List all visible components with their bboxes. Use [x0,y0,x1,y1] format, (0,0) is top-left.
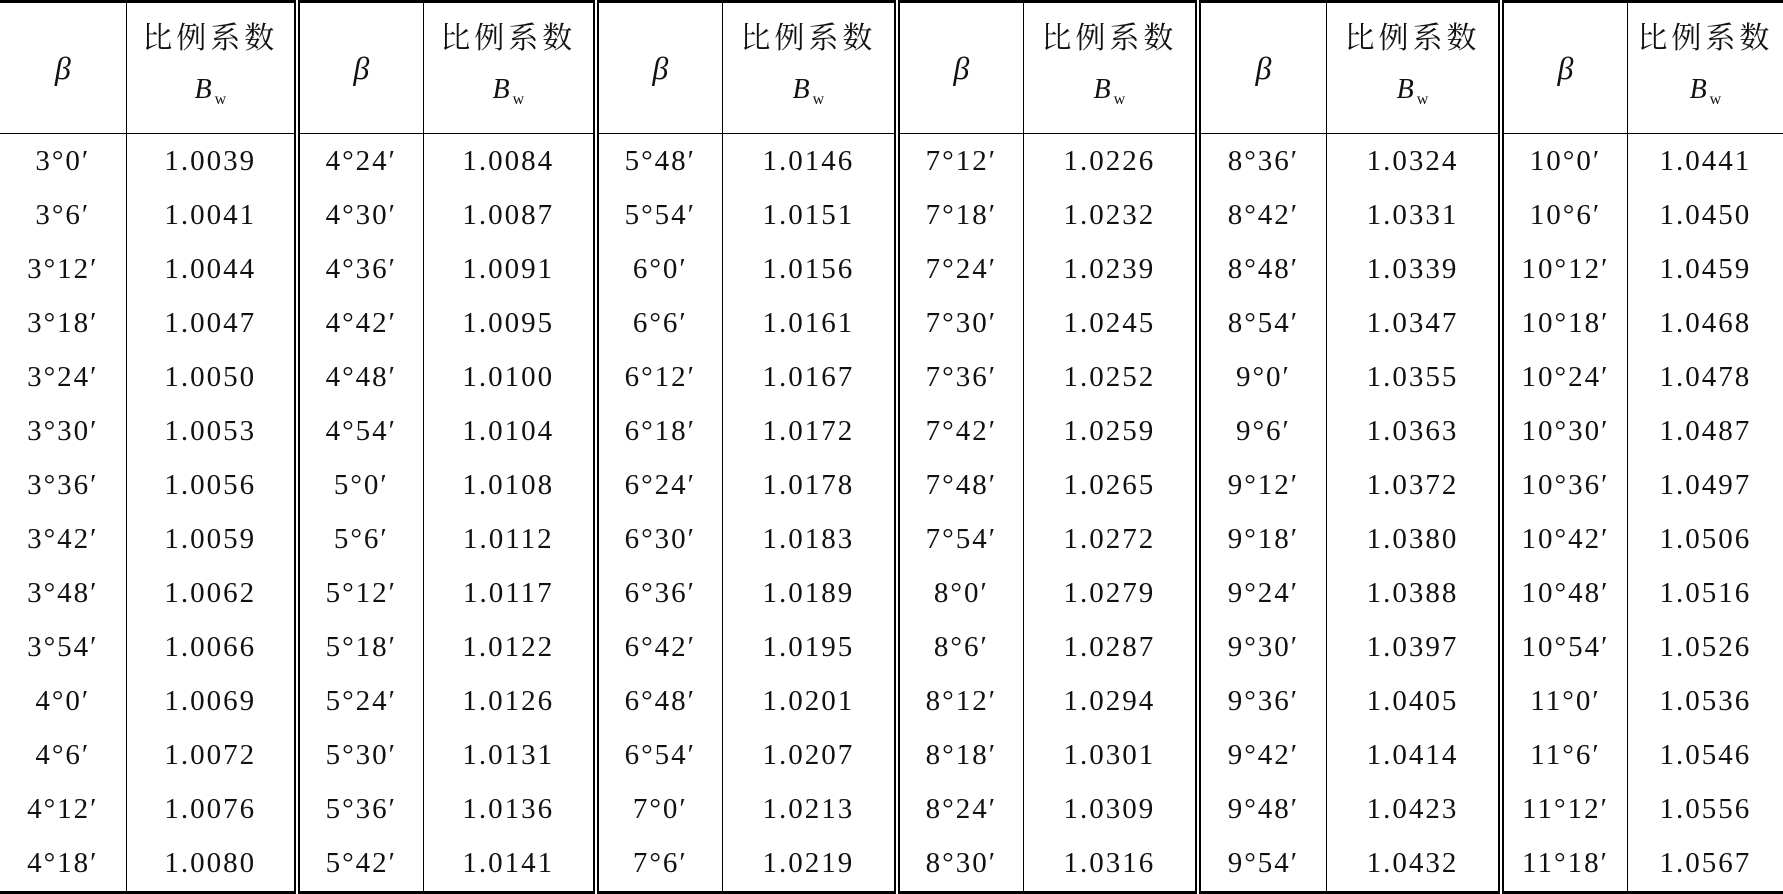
coefficient-cell: 1.0309 [1023,783,1198,837]
coefficient-cell: 1.0095 [423,296,596,350]
coefficient-cell: 1.0355 [1326,350,1501,404]
beta-cell: 7°48′ [897,458,1023,512]
coefficient-cell: 1.0468 [1659,306,1752,339]
beta-cell: 9°18′ [1198,512,1326,566]
beta-cell: 10°42′ [1501,512,1627,566]
beta-cell: 11°18′ [1501,837,1627,893]
beta-cell: 8°36′ [1198,134,1326,189]
header-coefficient-3 [722,2,897,134]
table-row [0,404,1783,458]
coefficient-label-cn: 比例系数 [1637,21,1774,56]
beta-cell: 4°24′ [297,134,423,189]
beta-cell: 9°48′ [1198,783,1326,837]
beta-cell: 3°12′ [0,242,126,296]
beta-cell: 10°30′ [1501,404,1627,458]
beta-cell: 7°12′ [897,134,1023,189]
coefficient-symbol-subscript: w [214,91,227,108]
beta-cell: 10°36′ [1501,458,1627,512]
coefficient-label-cn: 比例系数 [740,21,877,56]
beta-cell: 6°6′ [596,296,722,350]
table-body [0,134,1783,893]
coefficient-cell: 1.0172 [722,404,897,458]
coefficient-symbol [127,73,294,117]
coefficient-cell: 1.0556 [1659,793,1752,826]
beta-cell: 5°6′ [297,512,423,566]
beta-cell: 8°12′ [897,675,1023,729]
beta-cell: 8°48′ [1198,242,1326,296]
coefficient-cell: 1.0195 [722,621,897,675]
beta-cell: 5°0′ [297,458,423,512]
coefficient-cell: 1.0487 [1659,414,1752,447]
beta-cell: 4°18′ [0,837,126,893]
header-beta-2: β [297,2,423,134]
coefficient-symbol [424,73,593,117]
header-coefficient-5 [1326,2,1501,134]
beta-cell: 10°0′ [1501,134,1627,189]
coefficient-cell: 1.0151 [722,188,897,242]
coefficient-cell: 1.0207 [722,729,897,783]
coefficient-cell: 1.0347 [1326,296,1501,350]
beta-cell: 7°54′ [897,512,1023,566]
table-row [0,350,1783,404]
beta-cell: 11°0′ [1501,675,1627,729]
beta-cell: 11°6′ [1501,729,1627,783]
beta-cell: 11°12′ [1501,783,1627,837]
beta-cell: 3°18′ [0,296,126,350]
coefficient-symbol [723,73,894,117]
coefficient-cell: 1.0232 [1023,188,1198,242]
coefficient-cell: 1.0156 [722,242,897,296]
coefficient-cell: 1.0076 [126,783,297,837]
coefficient-label-cn: 比例系数 [1344,21,1481,56]
table-row [0,188,1783,242]
coefficient-cell: 1.0189 [722,567,897,621]
coefficient-cell: 1.0084 [423,134,596,189]
beta-cell: 4°0′ [0,675,126,729]
coefficient-cell: 1.0405 [1326,675,1501,729]
table-row [0,458,1783,512]
beta-cell: 5°30′ [297,729,423,783]
coefficient-cell: 1.0363 [1326,404,1501,458]
beta-cell: 3°48′ [0,567,126,621]
beta-cell: 4°36′ [297,242,423,296]
coefficient-cell: 1.0567 [1659,847,1752,880]
beta-cell: 7°36′ [897,350,1023,404]
coefficient-cell: 1.0316 [1023,837,1198,893]
coefficient-cell: 1.0339 [1326,242,1501,296]
beta-cell: 7°24′ [897,242,1023,296]
coefficient-label-cn: 比例系数 [1041,21,1178,56]
header-coefficient-4 [1023,2,1198,134]
coefficient-cell: 1.0450 [1659,198,1752,231]
beta-cell: 6°24′ [596,458,722,512]
coefficient-cell: 1.0161 [722,296,897,350]
beta-cell: 9°42′ [1198,729,1326,783]
header-coefficient-2 [423,2,596,134]
beta-cell: 10°6′ [1501,188,1627,242]
coefficient-symbol [1024,73,1195,117]
coefficient-cell: 1.0219 [722,837,897,893]
beta-cell: 5°24′ [297,675,423,729]
beta-cell: 9°36′ [1198,675,1326,729]
beta-cell: 9°6′ [1198,404,1326,458]
header-beta-1: β [0,2,126,134]
coefficient-symbol-subscript: w [812,91,825,108]
beta-cell: 6°48′ [596,675,722,729]
beta-cell: 3°0′ [0,134,126,189]
header-beta-5: β [1198,2,1326,134]
coefficient-cell: 1.0478 [1659,360,1752,393]
beta-cell: 5°54′ [596,188,722,242]
beta-cell: 9°54′ [1198,837,1326,893]
beta-cell: 3°42′ [0,512,126,566]
coefficient-symbol [1327,73,1498,117]
beta-cell: 6°42′ [596,621,722,675]
beta-cell: 8°42′ [1198,188,1326,242]
coefficient-cell: 1.0108 [423,458,596,512]
beta-cell: 7°18′ [897,188,1023,242]
coefficient-cell: 1.0100 [423,350,596,404]
table-row [0,296,1783,350]
coefficient-cell: 1.0287 [1023,621,1198,675]
beta-cell: 8°30′ [897,837,1023,893]
beta-cell: 6°12′ [596,350,722,404]
coefficient-cell: 1.0506 [1659,522,1752,555]
coefficient-symbol-letter: B [194,74,212,105]
coefficient-symbol-letter: B [1689,74,1707,105]
beta-cell: 8°0′ [897,567,1023,621]
beta-cell: 4°42′ [297,296,423,350]
coefficient-cell: 1.0372 [1326,458,1501,512]
beta-cell: 5°36′ [297,783,423,837]
beta-cell: 9°30′ [1198,621,1326,675]
coefficient-cell: 1.0126 [423,675,596,729]
coefficient-cell: 1.0397 [1326,621,1501,675]
coefficient-cell: 1.0245 [1023,296,1198,350]
coefficient-cell: 1.0526 [1659,631,1752,664]
table-row [0,783,1783,837]
coefficient-cell: 1.0546 [1659,739,1752,772]
header-coefficient-6 [1627,2,1783,134]
beta-cell: 7°30′ [897,296,1023,350]
coefficient-cell: 1.0201 [722,675,897,729]
beta-cell: 4°6′ [0,729,126,783]
beta-cell: 3°6′ [0,188,126,242]
beta-cell: 7°42′ [897,404,1023,458]
beta-cell: 6°30′ [596,512,722,566]
coefficient-cell: 1.0497 [1659,468,1752,501]
header-beta-6: β [1501,2,1627,134]
beta-cell: 8°6′ [897,621,1023,675]
table-row [0,837,1783,893]
coefficient-label-cn: 比例系数 [440,21,577,56]
beta-cell: 4°54′ [297,404,423,458]
coefficient-cell: 1.0117 [423,567,596,621]
coefficient-cell: 1.0044 [126,242,297,296]
coefficient-cell: 1.0091 [423,242,596,296]
coefficient-cell: 1.0062 [126,567,297,621]
coefficient-symbol-subscript: w [1709,91,1722,108]
coefficient-cell: 1.0272 [1023,512,1198,566]
coefficient-cell: 1.0059 [126,512,297,566]
coefficient-cell: 1.0112 [423,512,596,566]
coefficient-cell: 1.0069 [126,675,297,729]
coefficient-cell: 1.0423 [1326,783,1501,837]
coefficient-cell: 1.0122 [423,621,596,675]
beta-cell: 7°6′ [596,837,722,893]
beta-cell: 10°12′ [1501,242,1627,296]
beta-cell: 4°12′ [0,783,126,837]
coefficient-cell: 1.0056 [126,458,297,512]
coefficient-cell: 1.0301 [1023,729,1198,783]
beta-cell: 6°18′ [596,404,722,458]
beta-cell: 10°18′ [1501,296,1627,350]
coefficient-cell: 1.0131 [423,729,596,783]
coefficient-cell: 1.0239 [1023,242,1198,296]
coefficient-cell: 1.0167 [722,350,897,404]
table-row [0,134,1783,189]
coefficient-cell: 1.0041 [126,188,297,242]
table-row [0,242,1783,296]
beta-cell: 7°0′ [596,783,722,837]
table-row [0,729,1783,783]
coefficient-symbol-letter: B [1093,74,1111,105]
coefficient-cell: 1.0324 [1326,134,1501,189]
beta-cell: 6°36′ [596,567,722,621]
beta-cell: 6°54′ [596,729,722,783]
coefficient-cell: 1.0279 [1023,567,1198,621]
coefficient-cell: 1.0178 [722,458,897,512]
table-row [0,567,1783,621]
beta-cell: 10°48′ [1501,567,1627,621]
coefficient-cell: 1.0050 [126,350,297,404]
coefficient-cell: 1.0053 [126,404,297,458]
coefficient-cell: 1.0072 [126,729,297,783]
coefficient-symbol-subscript: w [1113,91,1126,108]
beta-cell: 8°54′ [1198,296,1326,350]
coefficient-symbol-letter: B [792,74,810,105]
coefficient-cell: 1.0226 [1023,134,1198,189]
coefficient-cell: 1.0441 [1659,144,1752,177]
coefficient-cell: 1.0536 [1659,685,1752,718]
coefficient-symbol-subscript: w [512,91,525,108]
coefficient-symbol [1628,73,1783,117]
coefficient-cell: 1.0039 [126,134,297,189]
beta-cell: 6°0′ [596,242,722,296]
table-row [0,675,1783,729]
beta-cell: 5°48′ [596,134,722,189]
beta-cell: 9°24′ [1198,567,1326,621]
coefficient-cell: 1.0136 [423,783,596,837]
beta-cell: 8°18′ [897,729,1023,783]
table-header-row [0,2,1783,134]
coefficient-cell: 1.0087 [423,188,596,242]
beta-cell: 3°30′ [0,404,126,458]
header-coefficient-1 [126,2,297,134]
beta-cell: 5°42′ [297,837,423,893]
header-beta-4: β [897,2,1023,134]
coefficient-cell: 1.0294 [1023,675,1198,729]
coefficient-cell: 1.0066 [126,621,297,675]
coefficient-cell: 1.0388 [1326,567,1501,621]
table-row [0,621,1783,675]
coefficient-symbol-letter: B [492,74,510,105]
coefficient-cell: 1.0146 [722,134,897,189]
coefficient-cell: 1.0432 [1326,837,1501,893]
header-beta-3: β [596,2,722,134]
beta-cell: 4°30′ [297,188,423,242]
coefficient-cell: 1.0414 [1326,729,1501,783]
beta-cell: 10°24′ [1501,350,1627,404]
coefficient-cell: 1.0516 [1659,577,1752,610]
beta-cell: 4°48′ [297,350,423,404]
coefficient-cell: 1.0259 [1023,404,1198,458]
coefficient-cell: 1.0252 [1023,350,1198,404]
coefficient-cell: 1.0104 [423,404,596,458]
coefficient-cell: 1.0265 [1023,458,1198,512]
coefficient-cell: 1.0380 [1326,512,1501,566]
coefficient-cell: 1.0459 [1659,252,1752,285]
beta-cell: 3°54′ [0,621,126,675]
coefficient-symbol-subscript: w [1416,91,1429,108]
beta-cell: 8°24′ [897,783,1023,837]
coefficient-cell: 1.0183 [722,512,897,566]
beta-cell: 5°18′ [297,621,423,675]
beta-cell: 9°12′ [1198,458,1326,512]
beta-cell: 5°12′ [297,567,423,621]
coefficient-cell: 1.0331 [1326,188,1501,242]
coefficient-label-cn: 比例系数 [142,21,279,56]
coefficient-cell: 1.0047 [126,296,297,350]
coefficient-cell: 1.0080 [126,837,297,893]
beta-cell: 10°54′ [1501,621,1627,675]
coefficient-cell: 1.0213 [722,783,897,837]
beta-cell: 3°36′ [0,458,126,512]
beta-cell: 9°0′ [1198,350,1326,404]
coefficient-cell: 1.0141 [423,837,596,893]
table-row [0,512,1783,566]
coefficient-symbol-letter: B [1396,74,1414,105]
beta-cell: 3°24′ [0,350,126,404]
